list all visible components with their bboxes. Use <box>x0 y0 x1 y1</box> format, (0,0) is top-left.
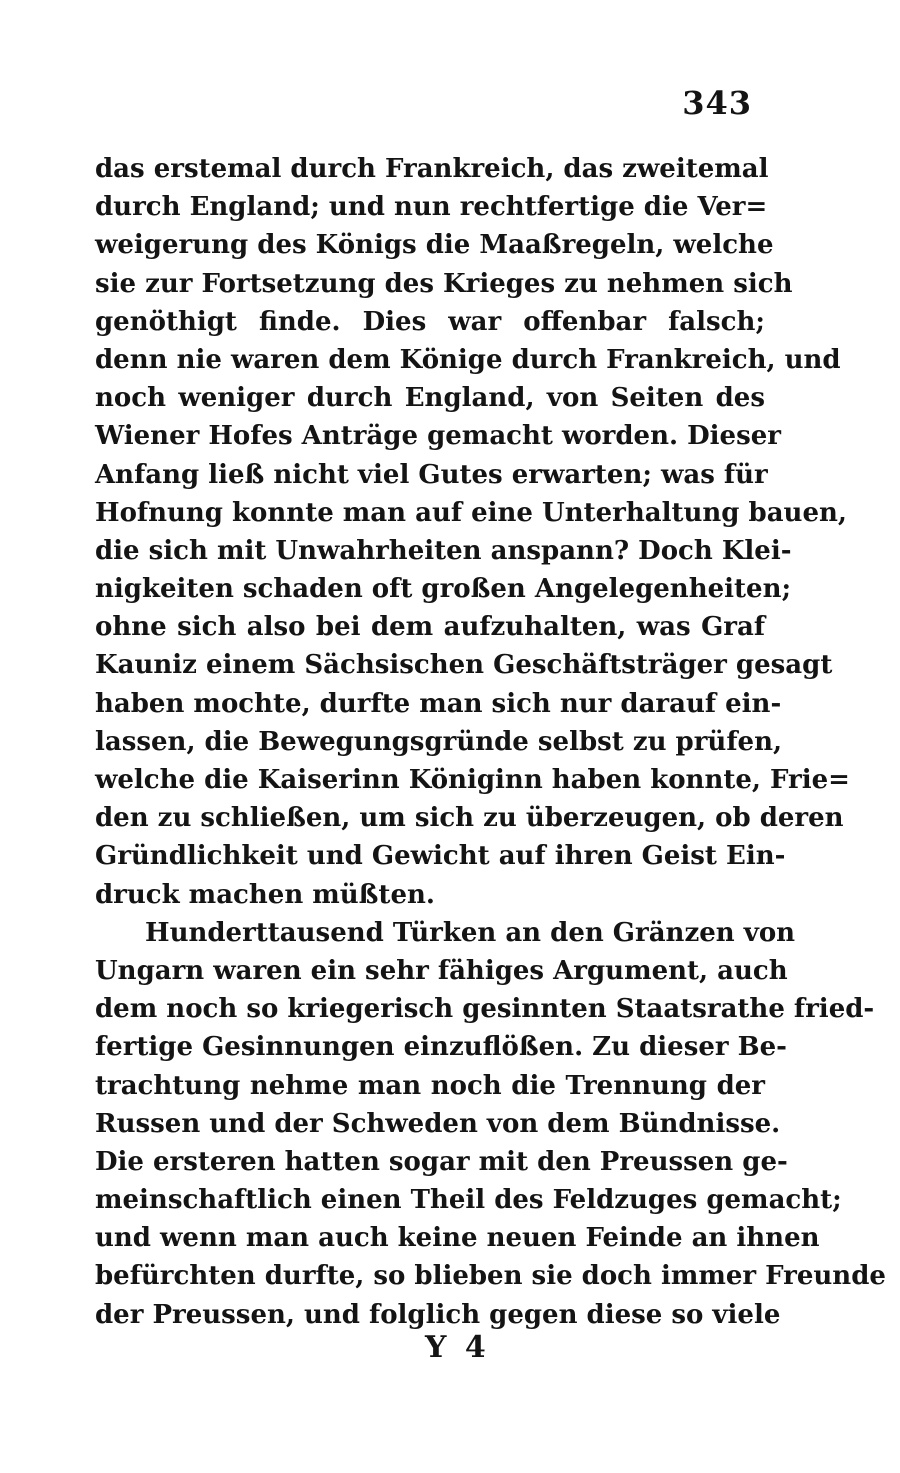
text-line: denn nie waren dem Könige durch Frankreich, und <box>95 344 841 375</box>
text-line: genöthigt finde. Dies war offenbar falsch; <box>95 306 765 337</box>
text-line: Gründlichkeit und Gewicht auf ihren Geist Ein- <box>95 841 786 872</box>
signature-mark: Y 4 <box>425 1330 490 1365</box>
text-line: das erstemal durch Frankreich, das zweitemal <box>95 154 769 184</box>
text-line: der Preussen, und folglich gegen diese so viele <box>95 1299 781 1330</box>
text-line: meinschaftlich einen Theil des Feldzuges gemacht; <box>95 1185 842 1216</box>
text-line: fertige Gesinnungen einzuflößen. Zu dieser Be- <box>95 1032 787 1063</box>
text-line: Anfang ließ nicht viel Gutes erwarten; was für <box>95 459 768 490</box>
body-text <box>95 150 886 1334</box>
text-line: Ungarn waren ein sehr fähiges Argument, auch <box>95 955 788 986</box>
text-line: Kauniz einem Sächsischen Geschäftsträger gesagt <box>95 650 833 681</box>
text-line: Hofnung konnte man auf eine Unterhaltung bauen, <box>95 497 847 528</box>
text-line: befürchten durfte, so blieben sie doch immer Freunde <box>95 1261 886 1292</box>
text-line: durch England; und nun rechtfertige die Ver= <box>95 192 768 223</box>
text-line: den zu schließen, um sich zu überzeugen, ob deren <box>95 803 844 834</box>
text-line: Russen und der Schweden von dem Bündnisse. <box>95 1108 781 1139</box>
text-line: haben mochte, durfte man sich nur darauf ein- <box>95 688 782 719</box>
text-line: weigerung des Königs die Maaßregeln, welche <box>95 230 774 261</box>
text-line: lassen, die Bewegungsgründe selbst zu prüfen, <box>95 726 783 757</box>
text-line: welche die Kaiserinn Königinn haben konnte, Frie= <box>95 765 850 795</box>
text-line: ohne sich also bei dem aufzuhalten, was Graf <box>95 612 765 643</box>
text-line: nigkeiten schaden oft großen Angelegenheiten; <box>95 574 792 605</box>
text-line: noch weniger durch England, von Seiten des <box>95 383 765 414</box>
text-line: Die ersteren hatten sogar mit den Preussen ge- <box>95 1146 788 1177</box>
text-line: Wiener Hofes Anträge gemacht worden. Dieser <box>95 421 781 452</box>
text-line: die sich mit Unwahrheiten anspann? Doch Klei- <box>95 535 792 566</box>
text-line: sie zur Fortsetzung des Krieges zu nehmen sich <box>95 268 793 299</box>
text-line: druck machen müßten. <box>95 879 435 910</box>
text-line: Hunderttausend Türken an den Gränzen von <box>145 917 796 948</box>
paragraph-2 <box>95 914 886 1334</box>
page-number: 343 <box>682 84 752 122</box>
text-line: dem noch so kriegerisch gesinnten Staatsrathe fried- <box>95 994 875 1025</box>
text-line: und wenn man auch keine neuen Feinde an ihnen <box>95 1223 820 1254</box>
text-line: trachtung nehme man noch die Trennung der <box>95 1070 765 1101</box>
paragraph-1 <box>95 150 850 914</box>
